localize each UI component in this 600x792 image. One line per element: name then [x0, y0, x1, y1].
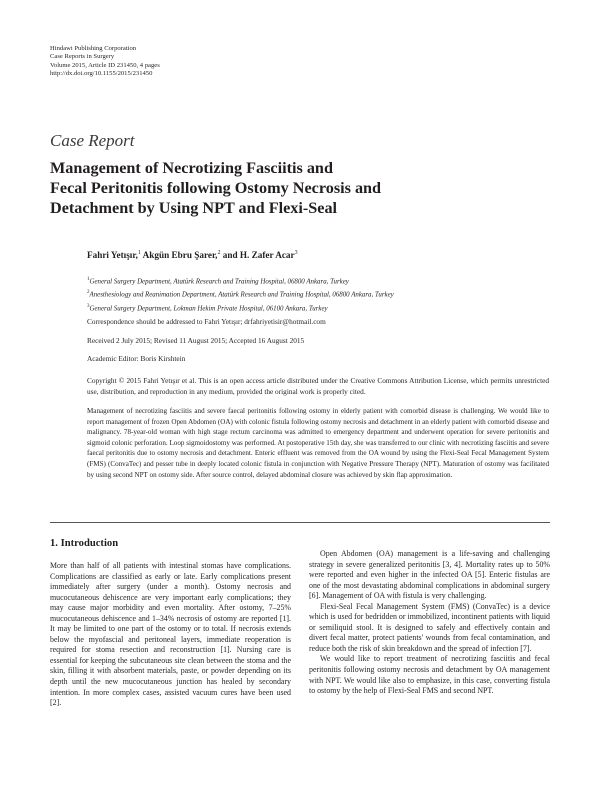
- academic-editor: Academic Editor: Boris Kirshtein: [87, 354, 186, 363]
- title-line: Fecal Peritonitis following Ostomy Necrosis and: [50, 179, 382, 198]
- author-name: and H. Zafer Acar: [222, 250, 295, 261]
- affiliations: [87, 274, 394, 314]
- publication-header: [50, 45, 160, 79]
- volume-info: Volume 2015, Article ID 231450, 4 pages: [50, 61, 160, 69]
- author-name: Fahri Yetışır,: [87, 250, 138, 261]
- title-line: Management of Necrotizing Fasciitis and: [50, 159, 333, 177]
- affiliation-item: [87, 274, 394, 287]
- abstract: Management of necrotizing fasciitis and severe faecal peritonitis following ostomy in elderly patient with comorbid disease is challenging. We would like to report management of frozen Open Abdomen (OA) with colonic fistula following ostomy necrosis and detachment in an elderly patient with comorbid disease and malignancy. 78-year-old woman with high stage rectum carcinoma was admitted to emergency department and underwent operation for severe peritonitis and sigmoid colonic perforation. Loop sigmoidostomy was performed. At postoperative 15th day, she was transferred to our clinic with necrotizing fasciitis and severe faecal peritonitis due to ostomy necrosis and detachment. Enteric effluent was removed from the OA wound by using the Flexi-Seal Fecal Management System (FMS) (ConvaTec) and pesser tube in deeply located colonic fistula in conjunction with Negative Pressure Therapy (NPT). Maturation of ostomy was facilitated by using second NPT on ostomy side. After source control, delayed abdominal closure was achieved by skin flap approximation.: [87, 407, 549, 479]
- author-list: [87, 250, 298, 260]
- author-affil-mark: 3: [294, 250, 298, 256]
- affiliation-text: General Surgery Department, Lokman Hekim Private Hospital, 06100 Ankara, Turkey: [89, 304, 328, 312]
- affiliation-number: 2: [87, 290, 90, 296]
- received-dates: Received 2 July 2015; Revised 11 August 2015; Accepted 16 August 2015: [87, 336, 305, 345]
- section-divider: [50, 522, 550, 523]
- affiliation-text: General Surgery Department, Atatürk Research and Training Hospital, 06800 Ankara, Turkey: [89, 278, 349, 286]
- author-affil-mark: 1: [137, 250, 141, 256]
- journal-name: Case Reports in Surgery: [50, 53, 115, 61]
- affiliation-number: 3: [87, 303, 90, 309]
- affiliation-number: 1: [87, 277, 90, 282]
- body-paragraph: Open Abdomen (OA) management is a life-saving and challenging strategy in severe generalized peritonitis [3, 4]. Mortality rates up to 50% were reported and even higher in the infected OA [5]. Enteric fistulas are one of the most devastating abdominal complications in abdominal surgery [6]. Management of OA with fistula is very challenging.: [309, 549, 550, 601]
- body-paragraph: Flexi-Seal Fecal Management System (FMS) (ConvaTec) is a device which is used for bedridden or immobilized, incontinent patients with liquid or semiliquid stool. It is designed to safely and effectively contain and divert fecal matter, protect patients' wounds from fecal contamination, and reduce both the risk of skin breakdown and the spread of infection [7].: [309, 601, 550, 653]
- article-type: Case Report: [50, 131, 135, 150]
- author-affil-mark: 2: [217, 250, 221, 256]
- left-column: [50, 538, 291, 709]
- author-name: Akgün Ebru Şarer,: [142, 250, 218, 261]
- correspondence-note: Correspondence should be addressed to Fahri Yetışır; drfahriyetisir@hotmail.com: [87, 317, 326, 326]
- affiliation-text: Anesthesiology and Reanimation Department, Atatürk Research and Training Hospital, 06800 Ankara, Turkey: [89, 291, 394, 299]
- publisher-name: Hindawi Publishing Corporation: [50, 45, 137, 52]
- affiliation-item: [87, 301, 394, 314]
- body-paragraph: More than half of all patients with intestinal stomas have complications. Complications are classified as early or late. Early complications present immediately after surgery (under a month). Ostomy necrosis and mucocutaneous dehiscence are very important early complications; they may cause major morbidity and even mortality. After ostomy, 7–25% mucocutaneous dehiscence and 1–34% necrosis of ostomy are reported [1]. It may be limited to one part of the ostomy or to total. If necrosis extends below the myofascial and peritoneal layers, immediate reoperation is required for stoma resection and reconstruction [1]. Nursing care is essential for keeping the subcutaneous site clean between the stoma and the skin, filling it with absorbent materials, paste, or powder depending on its depth until the new mucocutaneous junction has healed by secondary intention. In more complex cases, assisted vacuum cures have been used [2].: [50, 561, 291, 708]
- affiliation-item: [87, 287, 394, 300]
- section-heading-introduction: 1. Introduction: [50, 538, 119, 549]
- right-column: [309, 549, 550, 697]
- body-paragraph: We would like to report treatment of necrotizing fasciitis and fecal peritonitis following ostomy necrosis and detachment by OA management with NPT. We would like also to emphasize, in this case, converting fistula to ostomy by the help of Flexi-Seal FMS and second NPT.: [309, 654, 550, 696]
- doi-link[interactable]: http://dx.doi.org/10.1155/2015/231450: [50, 70, 153, 78]
- title-line: Detachment by Using NPT and Flexi-Seal: [50, 199, 338, 218]
- copyright-notice: Copyright © 2015 Fahri Yetışır et al. This is an open access article distributed under the Creative Commons Attribution License, which permits unrestricted use, distribution, and reproduction in any medium, provided the original work is properly cited.: [87, 376, 549, 396]
- paper-title: [50, 158, 470, 219]
